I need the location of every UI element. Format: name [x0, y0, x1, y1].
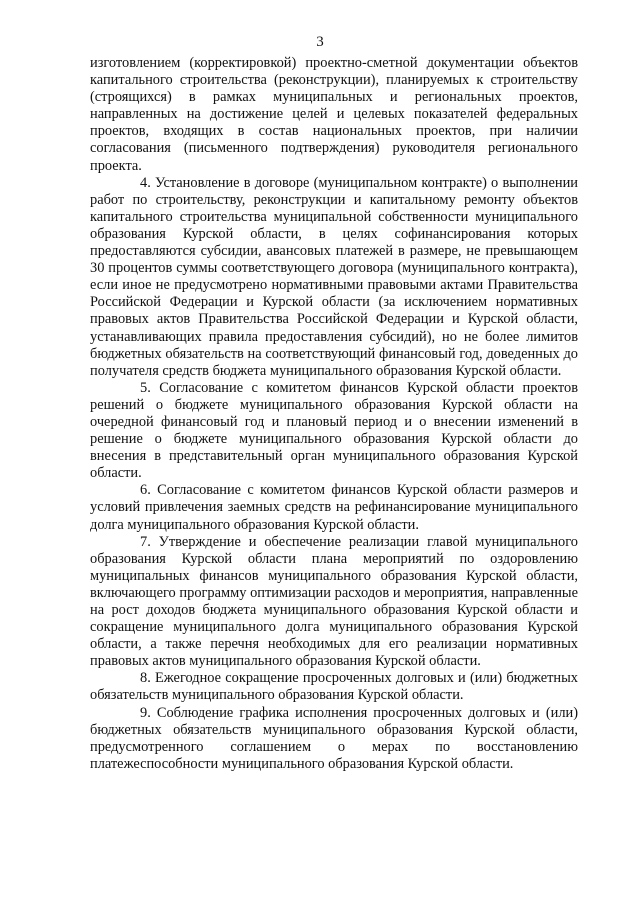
paragraph-continuation: изготовлением (корректировкой) проектно-сметной документации объектов капитального строительства (реконструкции), планируемых к строительству (строящихся) в рамках муниципальных и региональных проектов, направленных на достижение целей и целевых показателей федеральных проектов, входящих в состав национальных проектов, при наличии согласования (письменного подтверждения) руководителя регионального проекта. [90, 55, 578, 174]
paragraph-item-9: 9. Соблюдение графика исполнения просроченных долговых и (или) бюджетных обязательств муниципального образования Курской области, предусмотренного соглашением о мерах по восстановлению платежеспособности муниципального образования Курской области. [90, 704, 578, 772]
document-body [90, 55, 578, 773]
paragraph-item-4: 4. Установление в договоре (муниципальном контракте) о выполнении работ по строительству, реконструкции и капитальному ремонту объектов капитального строительства муниципальной собственности муниципального образования Курской области, в целях софинансирования которых предоставляются субсидии, авансовых платежей в размере, не превышающем 30 процентов суммы соответствующего договора (муниципального контракта), если иное не предусмотрено нормативными правовыми актами Правительства Российской Федерации и Курской области (за исключением нормативных правовых актов Правительства Российской Федерации и Курской области, устанавливающих правила предоставления субсидий), но не более лимитов бюджетных обязательств на соответствующий финансовый год, доведенных до получателя средств бюджета муниципального образования Курской области. [90, 174, 578, 379]
page-number: 3 [316, 34, 324, 50]
paragraph-item-5: 5. Согласование с комитетом финансов Курской области проектов решений о бюджете муниципального образования Курской области на очередной финансовый год и плановый период и о внесении изменений в решение о бюджете муниципального образования Курской области до внесения в представительный орган муниципального образования Курской области. [90, 379, 578, 482]
paragraph-item-8: 8. Ежегодное сокращение просроченных долговых и (или) бюджетных обязательств муниципального образования Курской области. [90, 670, 578, 704]
paragraph-item-6: 6. Согласование с комитетом финансов Курской области размеров и условий привлечения заемных средств на рефинансирование муниципального долга муниципального образования Курской области. [90, 482, 578, 533]
paragraph-item-7: 7. Утверждение и обеспечение реализации главой муниципального образования Курской области плана мероприятий по оздоровлению муниципальных финансов муниципального образования Курской области, включающего программу оптимизации расходов и мероприятия, направленные на рост доходов бюджета муниципального образования Курской области и сокращение муниципального долга муниципального образования Курской области, а также перечня необходимых для его реализации нормативных правовых актов муниципального образования Курской области. [90, 533, 578, 670]
